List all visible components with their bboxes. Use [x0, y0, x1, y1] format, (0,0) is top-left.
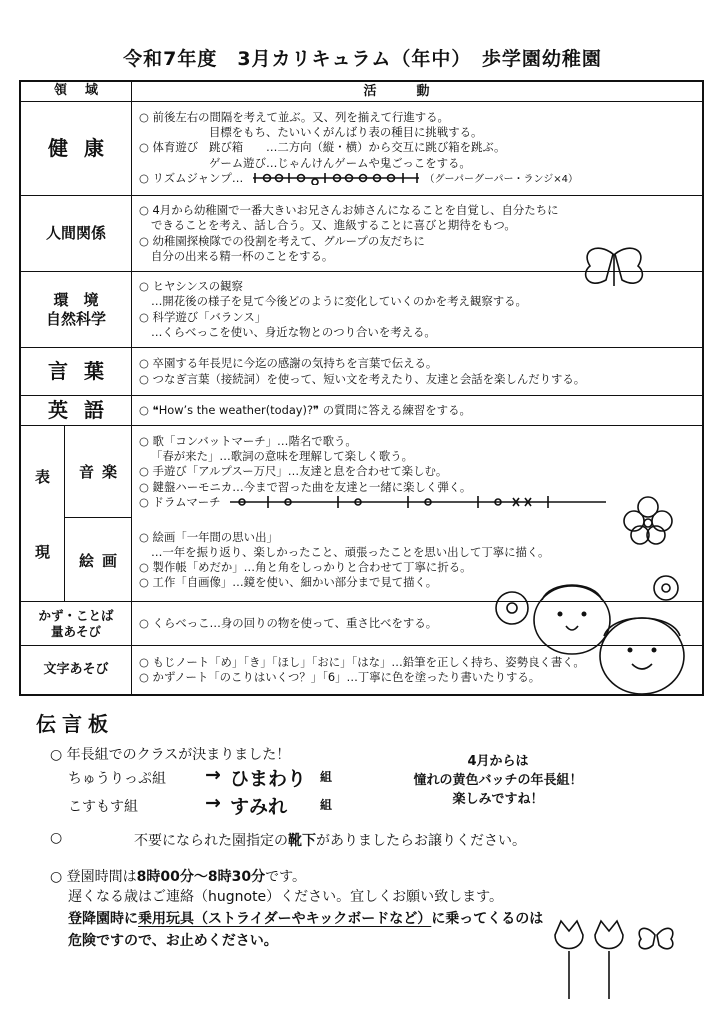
label-nature-2: 自然科学 — [45, 309, 106, 328]
health-line: 目標をもち、たいいくがんばり表の種目に挑戦する。 — [209, 125, 483, 140]
label-letters: 文字あそび — [21, 646, 132, 694]
music-activities — [139, 426, 694, 518]
ride-notice — [68, 908, 543, 928]
letters-line: ○ かずノート「のこりはいくつ？」「6」…丁寧に色を塗ったり書いたりする。 — [139, 670, 541, 684]
socks-text: 不要になられた園指定の — [134, 833, 288, 849]
health-line: ○ リズムジャンプ… — [139, 170, 244, 185]
label-numbers-1: かず・ことば — [38, 607, 114, 623]
ride-text: に乗ってくるのは — [431, 911, 544, 927]
label-music: 音楽 — [65, 426, 132, 518]
nature-line: ○ 科学遊び「バランス」 — [139, 309, 267, 324]
class2-from: こすもす組 — [68, 799, 138, 815]
relations-line: ○ 幼稚園探検隊での役割を考えて、グループの友だちに — [139, 233, 425, 248]
class-note — [378, 752, 618, 809]
butterfly-icon — [578, 244, 648, 296]
language-line: ○ 卒園する年長児に今迄の感謝の気持ちを言葉で伝える。 — [139, 356, 438, 371]
ride-warning: 危険ですので、お止めください。 — [68, 933, 278, 949]
label-expression — [21, 426, 65, 601]
tulips-butterfly-icon — [545, 915, 705, 1005]
label-health: 健康 — [21, 102, 132, 195]
drawing-line: …一年を振り返り、楽しかったこと、頑張ったことを思い出して丁寧に描く。 — [151, 544, 550, 559]
socks-text: がありましたらお譲りください。 — [316, 833, 526, 849]
english-activities — [139, 396, 694, 425]
music-line: ○ 歌「コンバットマーチ」…階名で歌う。 — [139, 433, 357, 448]
health-line: ○ 体育遊び — [139, 140, 199, 155]
board-title: 伝言板 — [36, 712, 114, 736]
health-activities — [139, 102, 694, 195]
time-text: ○ 登園時間は — [50, 869, 137, 885]
language-line: ○ つなぎ言葉（接続詞）を使って、短い文を考えたり、友達と会話を楽しんだりする。 — [139, 371, 586, 386]
label-nature-1: 環 境 — [53, 290, 99, 309]
header-area: 領域 — [21, 82, 132, 101]
ride-toys: 乗用玩具（ストライダーやキックボードなど） — [138, 911, 432, 927]
label-numbers-2: 量あそび — [50, 623, 101, 639]
ride-text: 登降園時に — [68, 911, 138, 927]
health-line: 跳び箱 …二方向（縦・横）から交互に跳び箱を跳ぶ。 — [209, 140, 506, 155]
row-english — [21, 396, 702, 426]
note-line: 4月からは — [467, 754, 529, 769]
socks-keyword: 靴下 — [288, 833, 316, 849]
label-expression-bottom: 現 — [35, 543, 51, 561]
numbers-line: ○ くらべっこ…身の回りの物を使って、重さ比べをする。 — [139, 615, 438, 630]
label-relations: 人間関係 — [21, 196, 132, 271]
late-notice: 遅くなる歳はご連絡（hugnote）ください。宜しくお願い致します。 — [68, 889, 504, 905]
label-expression-top: 表 — [35, 468, 51, 486]
note-line: 楽しみですね！ — [452, 792, 544, 807]
drawing-line: ○ 工作「自画像」…鏡を使い、細かい部分まで見て描く。 — [139, 575, 438, 590]
socks-bullet: ○ — [50, 830, 63, 846]
row-language — [21, 348, 702, 396]
class1-suffix: 組 — [320, 770, 333, 784]
english-line: ○ ❝How’s the weather(today)?❞ の質問に答える練習をする。 — [139, 402, 471, 417]
nature-line: ○ ヒヤシンスの観察 — [139, 279, 243, 294]
note-line: 憧れの黄色バッチの年長組！ — [413, 773, 583, 788]
page-title: 令和7年度 3月カリキュラム（年中） 歩学園幼稚園 — [123, 48, 602, 70]
label-drawing: 絵画 — [65, 518, 132, 602]
header-activity: 活動 — [363, 83, 470, 99]
class1-arrow: → — [205, 764, 221, 786]
music-line: ○ ドラムマーチ — [139, 494, 221, 509]
music-line: 「春が来た」…歌詞の意味を理解して楽しく歌う。 — [151, 449, 413, 464]
row-health — [21, 102, 702, 196]
class-intro: ○ 年長組でのクラスが決まりました！ — [50, 747, 291, 763]
class2-suffix: 組 — [320, 798, 333, 812]
class1-to: ひまわり — [230, 768, 307, 790]
music-line: ○ 手遊び「アルプスー万尺」…友達と息を合わせて楽しむ。 — [139, 464, 448, 479]
class2-arrow: → — [205, 792, 221, 814]
nature-line: …開花後の様子を見て今後どのように変化していくのかを考え観察する。 — [151, 294, 527, 309]
drum-march-score-icon — [228, 495, 608, 509]
relations-line: できることを考え、話し合う。又、進級することに喜びと期待をもつ。 — [151, 218, 516, 233]
time-text: です。 — [265, 869, 307, 885]
table-header-row — [21, 82, 702, 102]
hina-dolls-icon — [480, 550, 700, 700]
flower-icon — [620, 495, 676, 545]
relations-line: ○ 4月から幼稚園で一番大きいお兄さんお姉さんになることを自覚し、自分たちに — [139, 203, 559, 218]
drawing-line: ○ 絵画「一年間の思い出」 — [139, 529, 278, 544]
class2-to: すみれ — [230, 796, 288, 818]
class1-from: ちゅうりっぷ組 — [68, 771, 166, 787]
nature-line: …くらべっこを使い、身近な物とのつり合いを考える。 — [151, 324, 436, 339]
label-language: 言葉 — [21, 348, 132, 395]
time-range: 8時00分〜8時30分 — [136, 869, 266, 885]
label-numbers — [21, 602, 132, 645]
language-activities — [139, 348, 694, 395]
label-nature — [21, 272, 132, 347]
letters-line: ○ もじノート「め」「き」「ほし」「おに」「はな」…鉛筆を正しく持ち、姿勢良く書く。 — [139, 654, 585, 669]
drawing-line: ○ 製作帳「めだか」…角と角をしっかりと合わせて丁寧に折る。 — [139, 560, 472, 574]
socks-notice — [134, 830, 526, 850]
rhythm-jump-pattern-icon — [251, 171, 421, 185]
label-english: 英語 — [21, 396, 132, 425]
rhythm-jump-note: （グーパーグーパー・ランジ×4） — [424, 173, 578, 185]
relations-line: 自分の出来る精一杯のことをする。 — [151, 248, 334, 263]
arrival-time — [50, 866, 306, 886]
health-line: ゲーム遊び…じゃんけんゲームや鬼ごっこをする。 — [209, 155, 471, 170]
music-line: ○ 鍵盤ハーモニカ…今まで習った曲を友達と一緒に楽しく弾く。 — [139, 479, 472, 494]
health-line: ○ 前後左右の間隔を考えて並ぶ。又、列を揃えて行進する。 — [139, 109, 449, 124]
